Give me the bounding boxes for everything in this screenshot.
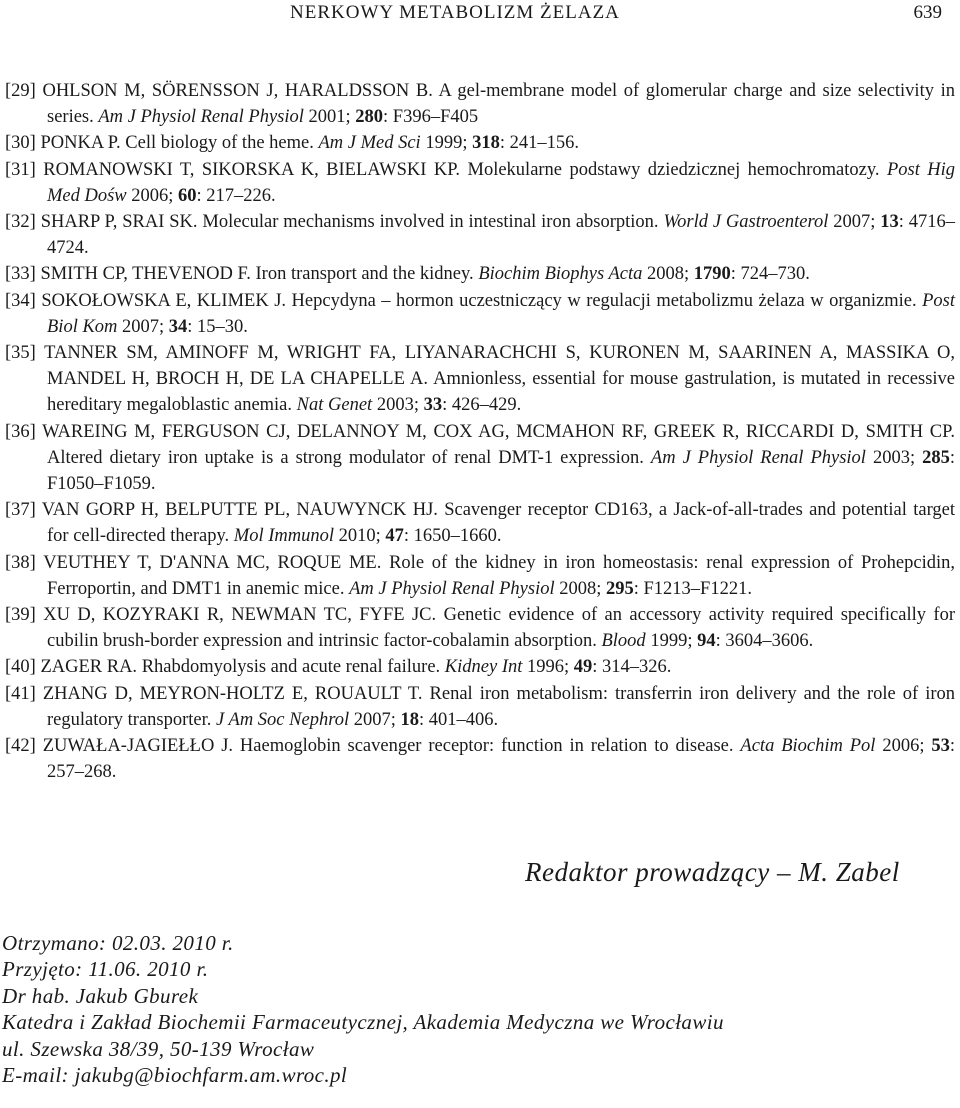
ref-pages: : 217–226. [196,185,276,206]
reference-item [5,602,955,654]
ref-year: 2006; [875,736,932,757]
ref-journal: Am J Physiol Renal Physiol [349,578,555,599]
ref-pages: : F1050–F1059. [47,447,956,495]
ref-year: 2007; [828,212,881,233]
author-affiliation: Katedra i Zakład Biochemii Farmaceutycznej, Akademia Medyczna we Wrocławiu [2,1010,724,1035]
ref-volume: 47 [385,526,404,547]
ref-volume: 53 [931,736,950,757]
ref-volume: 1790 [693,264,731,285]
ref-authors: [37] VAN GORP H, BELPUTTE PL, NAUWYNCK HJ. [5,500,445,521]
page-header [0,0,960,28]
ref-year: 2001; [303,107,356,128]
author-name: Dr hab. Jakub Gburek [2,983,199,1008]
ref-title: Hepcydyna – hormon uczestniczący w regulacji metabolizmu żelaza w organizmie. [291,290,923,311]
ref-title: Renal iron metabolism: transferrin iron delivery and the role of iron regulatory transporter. [47,683,956,730]
ref-pages: : 3604–3606. [715,631,814,652]
ref-volume: 33 [423,395,443,416]
ref-journal: Blood [601,631,646,652]
ref-authors: [42] ZUWAŁA-JAGIEŁŁO J. [5,736,240,757]
ref-authors: [34] SOKOŁOWSKA E, KLIMEK J. [5,290,292,311]
ref-title: Altered dietary iron uptake is a strong modulator of renal DMT-1 expression. [47,447,651,468]
ref-year: 2003; [372,395,424,416]
ref-authors: [38] VEUTHEY T, D'ANNA MC, ROQUE ME. [5,552,390,573]
ref-pages: : 257–268. [47,736,956,783]
ref-title: A gel-membrane model of glomerular charge and size selectivity in series. [47,81,955,128]
ref-volume: 60 [178,185,197,206]
ref-volume: 13 [880,212,899,233]
ref-journal: Am J Physiol Renal Physiol [98,107,304,128]
ref-journal: Mol Immunol [233,526,334,547]
reference-list [5,78,955,785]
reference-item [5,681,955,733]
ref-journal: Am J Med Sci [318,133,421,154]
ref-pages: : 314–326. [592,657,672,678]
ref-authors: [31] ROMANOWSKI T, SIKORSKA K, BIELAWSKI KP. [5,159,468,180]
ref-journal: Post Biol Kom [47,290,955,337]
ref-authors: [41] ZHANG D, MEYRON-HOLTZ E, ROUAULT T. [5,683,430,704]
ref-year: 1999; [645,631,698,652]
ref-volume: 18 [400,709,419,730]
ref-volume: 94 [697,631,716,652]
ref-journal: J Am Soc Nephrol [216,709,350,730]
reference-item [5,288,955,340]
ref-authors: [40] ZAGER RA. [5,657,142,678]
ref-pages: : 401–406. [418,709,499,730]
ref-title: Scavenger receptor CD163, a Jack-of-all-trades and potential target for cell-directed therapy. [47,500,956,547]
ref-authors: [36] WAREING M, FERGUSON CJ, DELANNOY M, COX AG, MCMAHON RF, GREEK R, RICCARDI D, SMITH CP. [5,421,955,442]
reference-item [5,261,955,287]
running-title: NERKOWY METABOLIZM ŻELAZA [290,2,620,23]
ref-pages: : 4716–4724. [47,212,956,259]
ref-title: Role of the kidney in iron homeostasis: renal expression of Prohepcidin, Ferroportin, and DMT1 in anemic mice. [47,552,955,599]
reference-item [5,157,955,209]
ref-pages: : 15–30. [187,316,248,337]
ref-pages: : 426–429. [442,395,522,416]
ref-volume: 285 [922,447,950,468]
reference-item [5,550,955,602]
ref-year: 2007; [117,316,169,337]
editor-note: Redaktor prowadzący – M. Zabel [525,857,900,887]
ref-title: Genetic evidence of an accessory activity required specifically for cubilin brush-border expression and intrinsic factor-cobalamin absorption. [47,605,955,652]
page-number: 639 [913,2,942,23]
ref-year: 1996; [522,657,574,678]
ref-journal: Biochim Biophys Acta [478,264,643,285]
ref-pages: : 1650–1660. [403,526,502,547]
ref-volume: 318 [472,133,500,154]
ref-pages: : F1213–F1221. [633,578,752,599]
ref-volume: 295 [606,578,634,599]
ref-pages: : 724–730. [730,264,810,285]
reference-item [5,497,955,549]
ref-journal: World J Gastroenterol [663,212,829,233]
ref-year: 2003; [865,447,923,468]
reference-item [5,654,955,680]
ref-year: 2007; [349,709,401,730]
ref-authors: [30] PONKA P. [5,133,126,154]
ref-authors: [33] SMITH CP, THEVENOD F. [5,264,256,285]
ref-journal: Kidney Int [444,657,523,678]
accepted-date: Przyjęto: 11.06. 2010 r. [2,957,209,982]
ref-volume: 49 [573,657,593,678]
ref-title: Haemoglobin scavenger receptor: function in relation to disease. [239,736,741,757]
ref-year: 1999; [420,133,473,154]
reference-item [5,130,955,156]
reference-item [5,340,955,419]
ref-journal: Acta Biochim Pol [740,736,876,757]
ref-title: Rhabdomyolysis and acute renal failure. [141,657,445,678]
ref-title: Amnionless, essential for mouse gastrulation, is mutated in recessive hereditary megaloblastic anemia. [47,369,955,416]
ref-authors: [35] TANNER SM, AMINOFF M, WRIGHT FA, LIYANARACHCHI S, KURONEN M, SAARINEN A, MASSIKA O, MANDEL H, BROCH H, DE LA CHAPELLE A. [5,343,955,390]
reference-item [5,733,955,785]
received-date: Otrzymano: 02.03. 2010 r. [2,931,234,955]
ref-title: Molecular mechanisms involved in intestinal iron absorption. [202,212,664,233]
ref-year: 2008; [554,578,606,599]
ref-pages: : F396–F405 [383,107,479,128]
author-address: ul. Szewska 38/39, 50-139 Wrocław [2,1036,315,1061]
reference-item [5,78,955,130]
ref-volume: 280 [355,107,384,128]
ref-journal: Am J Physiol Renal Physiol [650,447,866,468]
ref-volume: 34 [168,316,188,337]
ref-authors: [32] SHARP P, SRAI SK. [5,212,203,233]
ref-title: Cell biology of the heme. [125,133,319,154]
ref-authors: [39] XU D, KOZYRAKI R, NEWMAN TC, FYFE JC. [5,605,444,626]
reference-item [5,419,955,498]
ref-journal: Post Hig Med Dośw [47,159,956,206]
ref-title: Molekularne podstawy dziedzicznej hemochromatozy. [467,159,887,180]
correspondence-block [2,930,724,1088]
ref-pages: : 241–156. [499,133,579,154]
ref-year: 2006; [126,185,179,206]
reference-item [5,209,955,261]
ref-title: Iron transport and the kidney. [255,264,479,285]
ref-year: 2010; [333,526,386,547]
ref-year: 2008; [642,264,694,285]
ref-journal: Nat Genet [296,395,373,416]
author-email: E-mail: jakubg@biochfarm.am.wroc.pl [2,1063,348,1088]
ref-authors: [29] OHLSON M, SÖRENSSON J, HARALDSSON B. [5,81,439,101]
